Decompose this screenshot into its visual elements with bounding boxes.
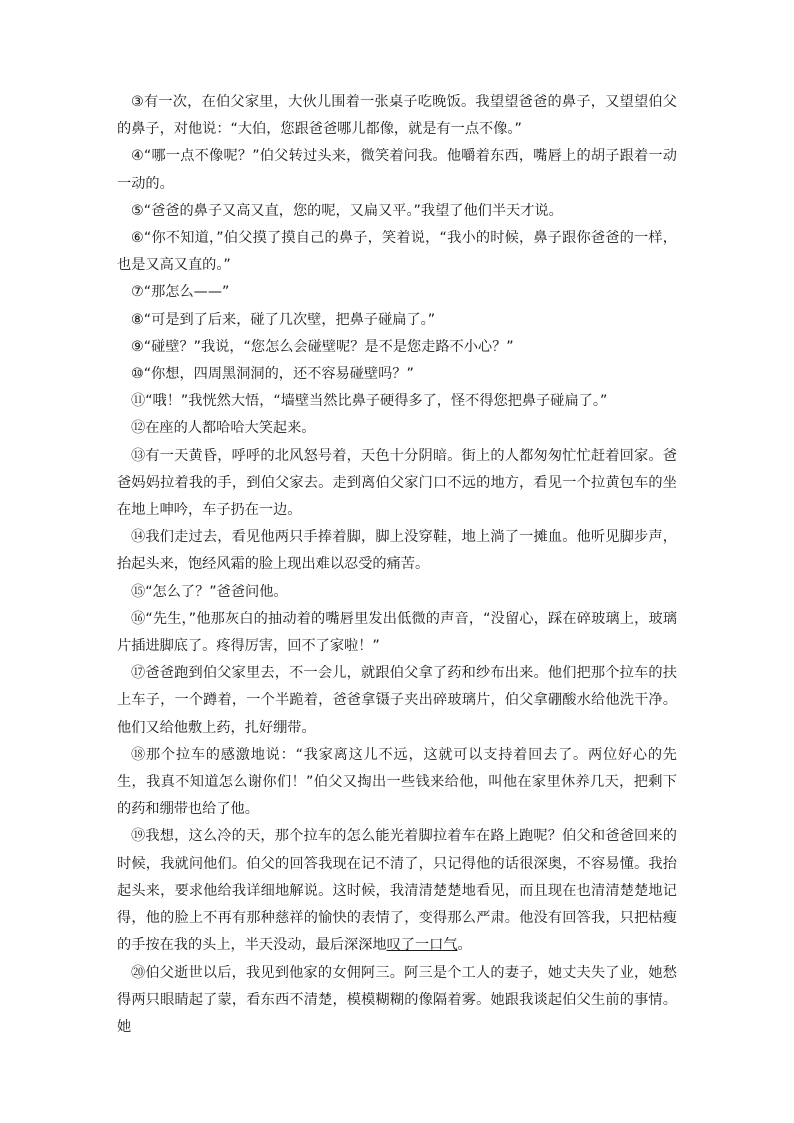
paragraph-12 — [117, 415, 677, 442]
paragraph-text: ⑬有一天黄昏，呼呼的北风怒号着，天色十分阴暗。街上的人都匆匆忙忙赶着回家。爸爸妈妈拉着我的手，到伯父家去。走到离伯父家门口不远的地方，看见一个拉黄包车的坐在地上呻吟，车子扔在一边。 — [117, 447, 677, 519]
paragraph-13 — [117, 443, 677, 525]
paragraph-text: ④“哪一点不像呢？”伯父转过头来，微笑着问我。他嚼着东西，嘴唇上的胡子跟着一动一动的。 — [117, 148, 677, 192]
paragraph-text: ⑩“你想，四周黑洞洞的，还不容易碰壁吗？” — [131, 366, 414, 383]
paragraph-text: 我想，这么冷的天，那个拉车的怎么能光着脚拉着车在路上跑呢？伯父和爸爸回来的时候，我就问他们。伯父的回答我现在记不清了，只记得他的话很深奥，不容易懂。我抬起头来，要求他给我详细地解说。这时候，我清清楚楚地看见，而且现在也清清楚楚地记得，他的脸上不再有那种慈祥的愉快的表情了，变得那么严肃。他没有回答我，只把枯瘦的手按在我的头上，半天没动，最后深深地 — [117, 828, 677, 954]
paragraph-20 — [117, 960, 677, 1042]
paragraph-18 — [117, 742, 677, 824]
paragraph-8 — [117, 307, 677, 334]
paragraph-end: 。 — [457, 937, 472, 954]
paragraph-17 — [117, 660, 677, 742]
paragraph-16 — [117, 606, 677, 660]
paragraph-10 — [117, 361, 677, 388]
paragraph-text: ⑳伯父逝世以后，我见到他家的女佣阿三。阿三是个工人的妻子，她丈夫失了业，她愁得两只眼睛起了蒙，看东西不清楚，模模糊糊的像隔着雾。她跟我谈起伯父生前的事情。她 — [117, 964, 677, 1035]
paragraph-11 — [117, 388, 677, 415]
paragraph-text: ⑱那个拉车的感激地说：“我家离这儿不远，这就可以支持着回去了。两位好心的先生，我真不知道怎么谢你们！”伯父又掏出一些钱来给他，叫他在家里休养几天，把剩下的药和绷带也给了他。 — [117, 746, 677, 818]
paragraph-14 — [117, 524, 677, 578]
paragraph-text: ⑰爸爸跑到伯父家里去，不一会儿，就跟伯父拿了药和纱布出来。他们把那个拉车的扶上车子，一个蹲着，一个半跪着，爸爸拿镊子夹出碎玻璃片，伯父拿硼酸水给他洗干净。他们又给他敷上药，扎好绷带。 — [117, 665, 677, 736]
paragraph-number: ⑲ — [131, 828, 146, 845]
paragraph-text: ⑯“先生，”他那灰白的抽动着的嘴唇里发出低微的声音，“没留心，踩在碎玻璃上，玻璃片插进脚底了。疼得厉害，回不了家啦！” — [117, 610, 677, 655]
paragraph-6 — [117, 225, 677, 279]
paragraph-text: ③有一次，在伯父家里，大伙儿围着一张桌子吃晚饭。我望望爸爸的鼻子，又望望伯父的鼻子，对他说：“大伯，您跟爸爸哪儿都像，就是有一点不像。” — [117, 94, 677, 138]
document-page — [117, 89, 677, 1041]
paragraph-text: ⑤“爸爸的鼻子又高又直，您的呢，又扁又平。”我望了他们半天才说。 — [131, 202, 563, 219]
paragraph-9 — [117, 334, 677, 361]
paragraph-text: ⑮“怎么了？”爸爸问他。 — [131, 583, 288, 600]
paragraph-text: ⑫在座的人都哈哈大笑起来。 — [131, 420, 316, 437]
paragraph-5 — [117, 198, 677, 225]
paragraph-7 — [117, 279, 677, 306]
paragraph-text: ⑪“哦！”我恍然大悟，“墙壁当然比鼻子硬得多了，怪不得您把鼻子碰扁了。” — [131, 393, 608, 410]
underlined-phrase: 叹了一口气 — [386, 937, 458, 954]
paragraph-15 — [117, 579, 677, 606]
paragraph-text: ⑦“那怎么——” — [131, 284, 230, 301]
paragraph-text: ⑭我们走过去，看见他两只手捧着脚，脚上没穿鞋，地上淌了一摊血。他听见脚步声，抬起头来，饱经风霜的脸上现出难以忍受的痛苦。 — [117, 529, 677, 573]
paragraph-3 — [117, 89, 677, 143]
paragraph-text: ⑧“可是到了后来，碰了几次壁，把鼻子碰扁了。” — [131, 311, 436, 328]
paragraph-text: ⑨“碰壁？”我说，“您怎么会碰壁呢？是不是您走路不小心？” — [131, 338, 514, 355]
paragraph-text: ⑥“你不知道，”伯父摸了摸自己的鼻子，笑着说，“我小的时候，鼻子跟你爸爸的一样，也是又高又直的。” — [117, 230, 677, 274]
paragraph-4 — [117, 143, 677, 197]
paragraph-19 — [117, 823, 677, 959]
